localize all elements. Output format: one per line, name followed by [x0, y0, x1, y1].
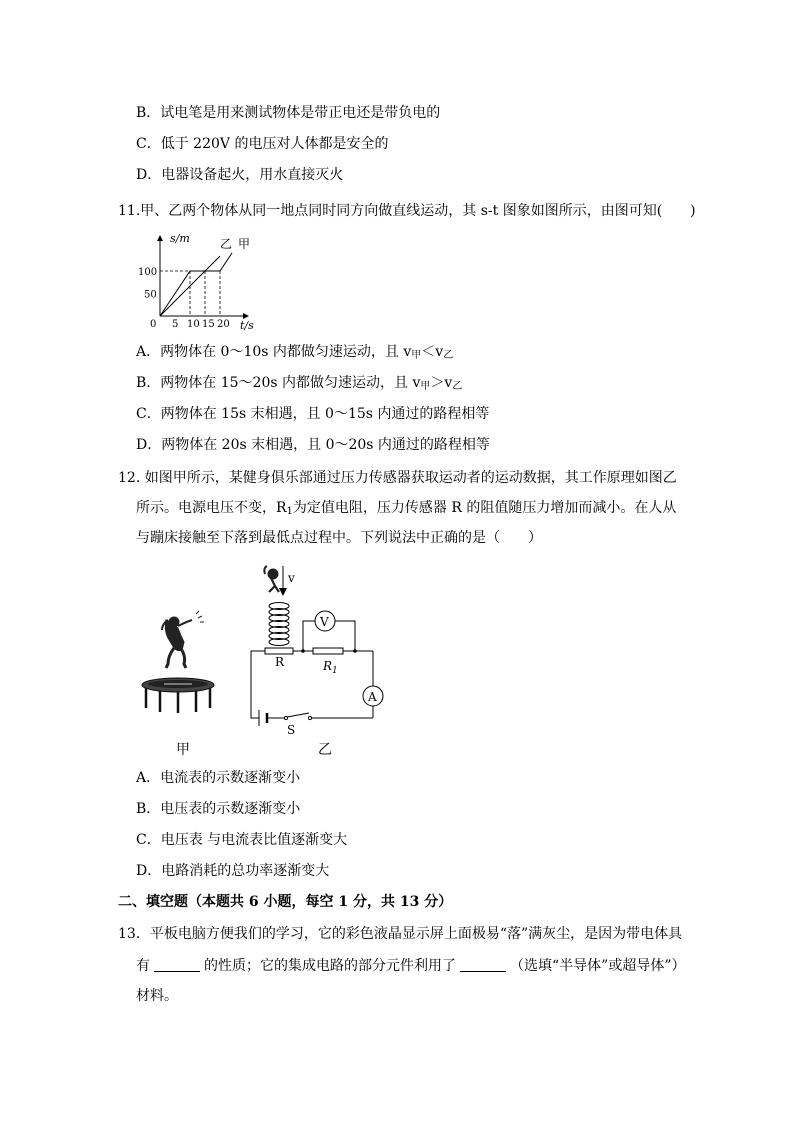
resistor-r1 — [313, 648, 343, 654]
q12-stem-line1: 12. 如图甲所示，某健身俱乐部通过压力传感器获取运动者的运动数据，其工作原理如图乙 — [118, 470, 677, 486]
subscript-1: 1 — [286, 506, 293, 517]
q13-stem-line1: 13．平板电脑方便我们的学习，它的彩色液晶显示屏上面极易“落”满灰尘，是因为带电体具 — [118, 926, 683, 942]
resistor-r-label: R — [275, 655, 285, 669]
q10-option-c: C．低于 220V 的电压对人体都是安全的 — [136, 136, 389, 152]
falling-person-icon — [264, 566, 279, 592]
trampoline-icon — [142, 678, 214, 713]
spring-icon — [269, 603, 289, 646]
subscript-yi: 乙 — [452, 381, 463, 392]
jumper-person-icon — [162, 611, 204, 668]
resistor-r — [265, 648, 293, 654]
q11-option-b-compare: ＞v — [430, 375, 453, 391]
q12-option-a: A．电流表的示数逐渐变小 — [136, 770, 301, 786]
subscript-yi: 乙 — [443, 350, 454, 361]
x-tick-label: 0 — [150, 319, 157, 330]
y-tick-label: 100 — [138, 267, 158, 278]
q11-option-b-text: B．两物体在 15～20s 内都做匀速运动，且 v — [136, 375, 421, 391]
resistor-r1-label: $R_1$ — [323, 659, 338, 676]
q13-line2-a: 有 — [136, 958, 150, 974]
subscript-jia: 甲 — [411, 350, 422, 361]
series-line-甲 — [160, 253, 232, 316]
series-label-jia: 甲 — [238, 237, 251, 251]
switch-label: S — [287, 723, 296, 737]
q13-stem-line3: 材料。 — [136, 988, 178, 1004]
answer-blank-2[interactable] — [460, 957, 506, 972]
q12-option-c: C．电压表 与电流表比值逐渐变大 — [136, 832, 348, 848]
q11-option-a-text: A．两物体在 0～10s 内都做匀速运动，且 v — [136, 344, 412, 360]
x-tick-label: 10 — [187, 319, 200, 330]
circuit-diagram — [245, 562, 395, 747]
y-tick-label: 50 — [144, 289, 157, 301]
q10-option-b: B．试电笔是用来测试物体是带正电还是带负电的 — [136, 105, 441, 121]
q11-option-c: C．两物体在 15s 末相遇，且 0～15s 内通过的路程相等 — [136, 406, 490, 422]
q12-stem-line3: 与蹦床接触至下落到最低点过程中。下列说法中正确的是（ ） — [136, 530, 542, 546]
q11-option-d: D．两物体在 20s 末相遇，且 0～20s 内通过的路程相等 — [136, 437, 490, 453]
q11-option-b — [136, 373, 462, 397]
q13-line2-b: 的性质；它的集成电路的部分元件利用了 — [204, 958, 456, 974]
velocity-label: v — [288, 571, 295, 585]
figure-label-yi: 乙 — [318, 742, 332, 758]
q12-option-d: D．电路消耗的总功率逐渐变大 — [136, 863, 330, 879]
q12-option-b: B．电压表的示数逐渐变小 — [136, 801, 301, 817]
q12-stem-line2 — [136, 498, 676, 522]
x-axis-label: t/s — [240, 319, 254, 332]
q11-st-graph — [140, 228, 270, 334]
switch-icon — [284, 713, 311, 720]
section-heading-fill-in: 二、填空题（本题共 6 小题，每空 1 分，共 13 分） — [118, 894, 453, 910]
q12-line2-pre: 所示。电源电压不变，R — [136, 500, 287, 516]
voltmeter-label: V — [320, 615, 329, 629]
x-tick-label: 5 — [172, 319, 179, 330]
battery-icon — [259, 710, 267, 726]
q11-option-a-compare: ＜v — [421, 344, 444, 360]
q12-line2-post: 为定值电阻，压力传感器 R 的阻值随压力增加而减小。在人从 — [292, 500, 677, 516]
y-axis-label: s/m — [170, 232, 190, 245]
series-label-yi: 乙 — [220, 237, 233, 251]
x-tick-label: 15 — [202, 319, 215, 330]
q10-option-d: D．电器设备起火，用水直接灭火 — [136, 167, 344, 183]
q11-option-a — [136, 342, 453, 366]
q11-stem: 11.甲、乙两个物体从同一地点同时同方向做直线运动，其 s-t 图象如图所示，由图可知( ) — [118, 203, 696, 219]
subscript-jia: 甲 — [420, 381, 431, 392]
q13-stem-line2 — [136, 956, 685, 976]
trampoline-figure — [138, 608, 228, 718]
figure-label-jia: 甲 — [176, 742, 190, 758]
ammeter-label: A — [368, 690, 377, 704]
answer-blank-1[interactable] — [154, 957, 200, 972]
x-tick-label: 20 — [217, 319, 230, 330]
q13-line2-c: （选填“半导体”或超导体”） — [510, 958, 686, 974]
